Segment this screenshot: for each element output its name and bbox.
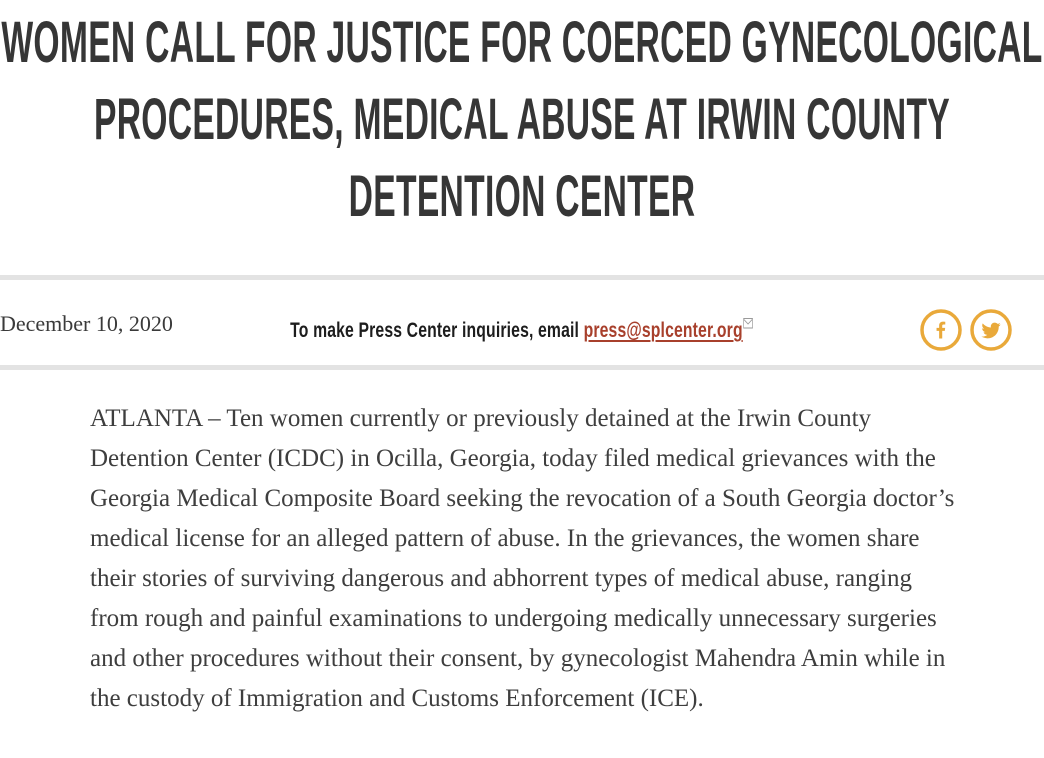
article-paragraph: ATLANTA – Ten women currently or previously detained at the Irwin County Detention Center (ICDC) in Ocilla, Georgia, today filed medical grievances with the Georgia Medical Composite Board seeking the revocation of a South Georgia doctor’s medical license for an alleged pattern of abuse. In the grievances, the women share their stories of surviving dangerous and abhorrent types of medical abuse, ranging from rough and painful examinations to undergoing medically unnecessary surgeries and other procedures without their consent, by gynecologist Mahendra Amin while in the custody of Immigration and Customs Enforcement (ICE). [90,405,955,712]
page-title-line-3: DETENTION CENTER [348,164,696,229]
page-title-line-1: WOMEN CALL FOR JUSTICE FOR COERCED GYNECOLOGICAL [1,10,1043,75]
twitter-icon [970,338,1012,355]
article-date: December 10, 2020 [0,311,173,336]
divider [0,365,1044,370]
page-title [0,4,1044,235]
twitter-share-button[interactable] [970,309,1012,351]
press-email-link[interactable]: press@splcenter.org [583,319,744,342]
page-title-line-2: PROCEDURES, MEDICAL ABUSE AT IRWIN COUNTY [93,87,951,152]
mail-icon [744,311,754,334]
facebook-share-button[interactable] [920,309,962,351]
press-inquiries-prefix: To make Press Center inquiries, email [290,319,584,342]
divider [0,275,1044,280]
social-share-buttons [920,309,1012,351]
press-inquiries-text [290,311,753,343]
facebook-icon [920,338,962,355]
press-inquiries [0,311,1044,343]
